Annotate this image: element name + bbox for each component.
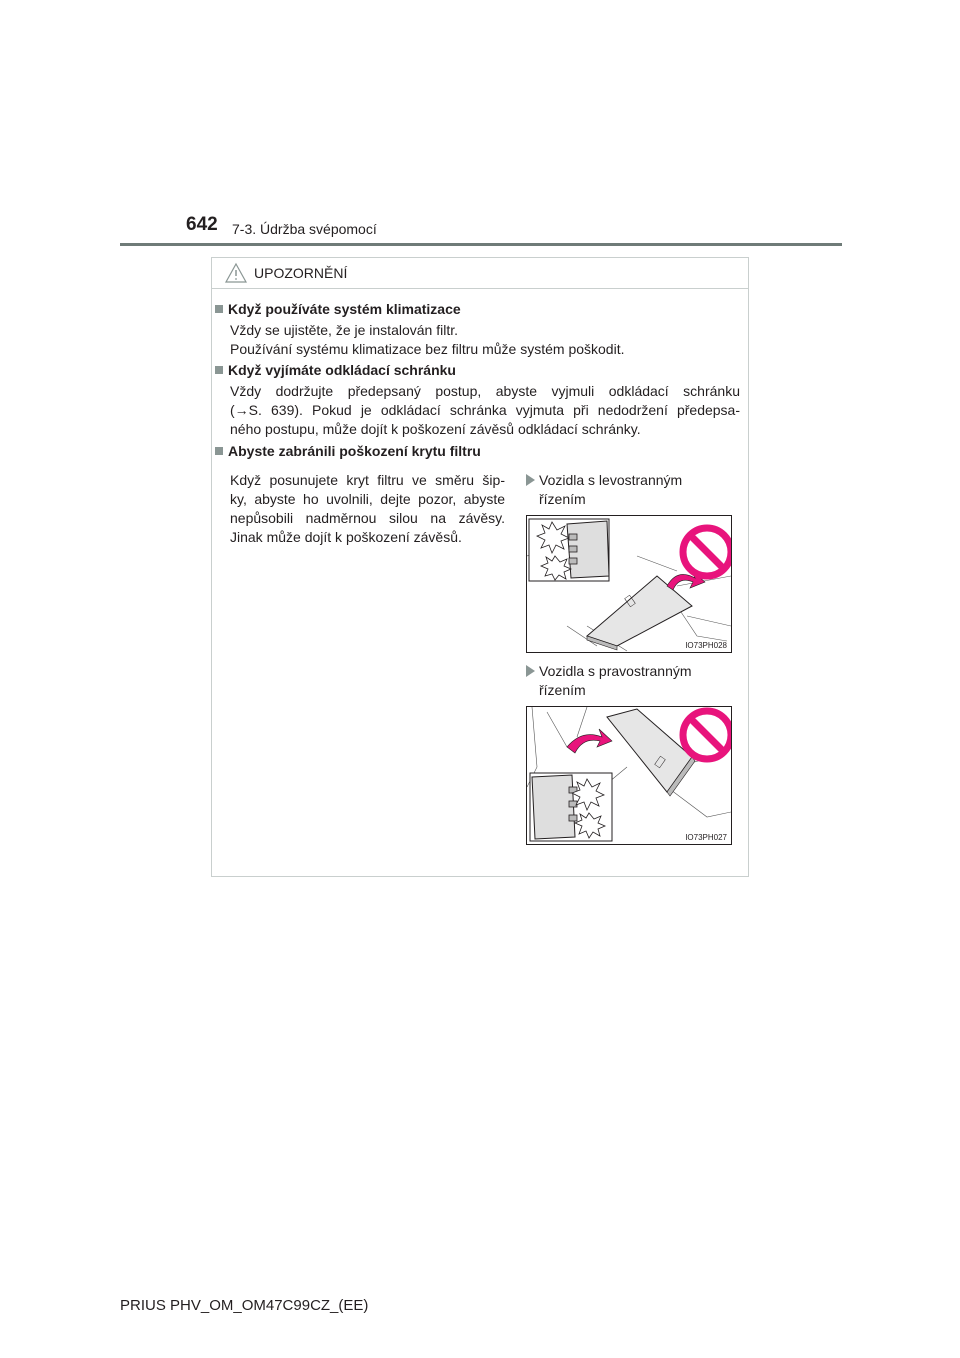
- footer-document-id: PRIUS PHV_OM_OM47C99CZ_(EE): [120, 1297, 369, 1314]
- figure-caption-rhd: [539, 662, 739, 700]
- paragraph-filter-cover: [230, 471, 505, 547]
- text-line: řízením: [539, 682, 586, 698]
- header-rule: [120, 243, 842, 246]
- text-line: ky, abyste ho uvolnili, dejte pozor, abyste: [230, 491, 505, 507]
- text-line: nepůsobili nadměrnou silou na závěsy.: [230, 510, 505, 526]
- section-title: 7-3. Údržba svépomocí: [232, 221, 377, 237]
- figure-code: IO73PH028: [685, 641, 727, 650]
- paragraph-air-conditioning: [230, 321, 740, 359]
- square-bullet-icon: [215, 366, 223, 374]
- text-line: Vždy dodržujte předepsaný postup, abyste vyjmuli odkládací schránku: [230, 383, 740, 399]
- text-line: ného postupu, může dojít k poškození závěsů odkládací schránky.: [230, 421, 641, 437]
- text-line: řízením: [539, 491, 586, 507]
- subheading-glove-box: [215, 362, 456, 378]
- warning-title: UPOZORNĚNÍ: [254, 265, 348, 281]
- triangle-bullet-icon: [526, 474, 535, 486]
- subheading-text: Když používáte systém klimatizace: [228, 301, 461, 317]
- warning-triangle-icon: [224, 262, 248, 289]
- text-line: Jinak může dojít k poškození závěsů.: [230, 529, 462, 545]
- text-line: Používání systému klimatizace bez filtru může systém poškodit.: [230, 341, 625, 357]
- figure-lhd-filter-cover: [526, 515, 732, 653]
- text-line: Vždy se ujistěte, že je instalován filtr.: [230, 322, 458, 338]
- warning-header: [212, 258, 748, 289]
- subheading-text: Když vyjímáte odkládací schránku: [228, 362, 456, 378]
- text-line: Vozidla s pravostranným: [539, 663, 692, 679]
- text-line: Když posunujete kryt filtru ve směru šip-: [230, 472, 505, 488]
- paragraph-glove-box: [230, 382, 740, 439]
- subheading-filter-cover: [215, 443, 481, 459]
- text-line: (→S. 639). Pokud je odkládací schránka vyjmuta při nedodržení předepsa-: [230, 402, 740, 418]
- subheading-air-conditioning: [215, 301, 461, 317]
- page-number: 642: [186, 214, 218, 235]
- triangle-bullet-icon: [526, 665, 535, 677]
- text-line: Vozidla s levostranným: [539, 472, 683, 488]
- figure-caption-lhd: [539, 471, 739, 509]
- figure-rhd-filter-cover: [526, 706, 732, 845]
- square-bullet-icon: [215, 305, 223, 313]
- subheading-text: Abyste zabránili poškození krytu filtru: [228, 443, 481, 459]
- figure-code: IO73PH027: [685, 833, 727, 842]
- square-bullet-icon: [215, 447, 223, 455]
